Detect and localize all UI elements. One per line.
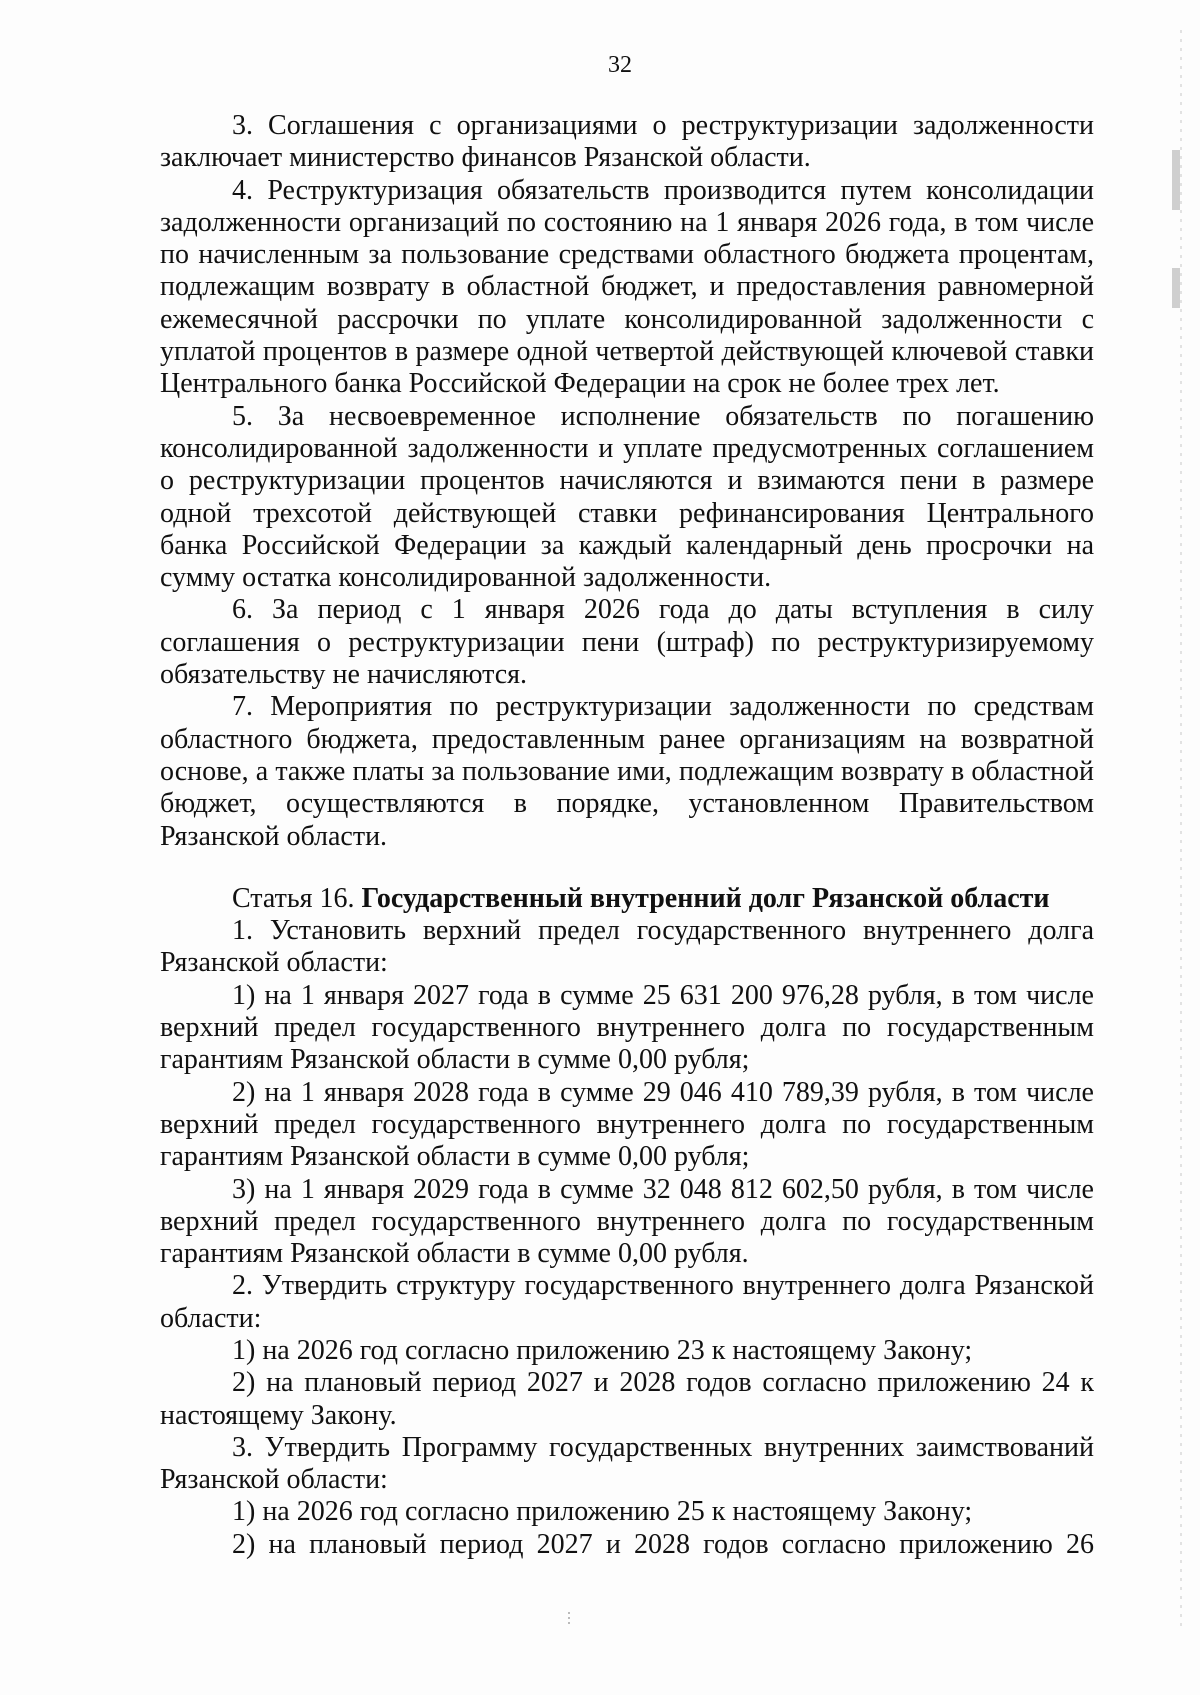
paragraph: 1) на 1 января 2027 года в сумме 25 631 200 976,28 рубля, в том числе верхний предел государственного внутреннего долга по государственным гарантиям Рязанской области в сумме 0,00 рубля; (160, 979, 1094, 1076)
scan-edge-artifact (1180, 30, 1182, 1630)
paragraph: 2) на плановый период 2027 и 2028 годов согласно приложению 26 (232, 1528, 1094, 1560)
page-number: 32 (608, 52, 632, 78)
document-body (160, 110, 1094, 1561)
paragraph: 3) на 1 января 2029 года в сумме 32 048 812 602,50 рубля, в том числе верхний предел государственного внутреннего долга по государственным гарантиям Рязанской области в сумме 0,00 рубля. (160, 1173, 1094, 1270)
paragraph: 3. Соглашения с организациями о реструктуризации задолженности заключает министерство финансов Рязанской области. (160, 110, 1094, 174)
paragraph: 1) на 2026 год согласно приложению 23 к настоящему Закону; (232, 1334, 973, 1366)
article-prefix: Статья 16. (232, 882, 362, 914)
paragraph: 5. За несвоевременное исполнение обязательств по погашению консолидированной задолженности и уплате предусмотренных соглашением о реструктуризации процентов начисляются и взимаются пени в размере одной трехсотой действующей ставки рефинансирования Центрального банка Российской Федерации за каждый календарный день просрочки на сумму остатка консолидированной задолженности. (160, 400, 1094, 594)
paragraph: 6. За период с 1 января 2026 года до даты вступления в силу соглашения о реструктуризации пени (штраф) по реструктуризируемому обязательству не начисляются. (160, 594, 1094, 691)
paragraph: 7. Мероприятия по реструктуризации задолженности по средствам областного бюджета, предоставленным ранее организациям на возвратной основе, а также платы за пользование ими, подлежащим возврату в областной бюджет, осуществляются в порядке, установленном Правительством Рязанской области. (160, 691, 1094, 852)
article-title: Государственный внутренний долг Рязанской области (361, 882, 1050, 914)
paragraph: 1. Установить верхний предел государственного внутреннего долга Рязанской области: (160, 915, 1094, 979)
scan-artifact (1172, 150, 1180, 210)
paragraph: 2) на 1 января 2028 года в сумме 29 046 410 789,39 рубля, в том числе верхний предел государственного внутреннего долга по государственным гарантиям Рязанской области в сумме 0,00 рубля; (160, 1076, 1094, 1173)
scan-artifact (1172, 268, 1180, 308)
paragraph: 3. Утвердить Программу государственных внутренних заимствований Рязанской области: (160, 1431, 1094, 1496)
paragraph: 2) на плановый период 2027 и 2028 годов согласно приложению 24 к настоящему Закону. (160, 1367, 1094, 1431)
scan-dot-artifact (568, 1612, 570, 1624)
paragraph: 4. Реструктуризация обязательств производится путем консолидации задолженности организаций по состоянию на 1 января 2026 года, в том числе по начисленным за пользование средствами областного бюджета процентам, подлежащим возврату в областной бюджет, и предоставления равномерной ежемесячной рассрочки по уплате консолидированной задолженности с уплатой процентов в размере одной четвертой действующей ключевой ставки Центрального банка Российской Федерации на срок не более трех лет. (160, 174, 1094, 400)
paragraph: 1) на 2026 год согласно приложению 25 к настоящему Закону; (232, 1496, 973, 1528)
paragraph: 2. Утвердить структуру государственного внутреннего долга Рязанской области: (160, 1270, 1094, 1334)
article-heading (160, 883, 1094, 915)
